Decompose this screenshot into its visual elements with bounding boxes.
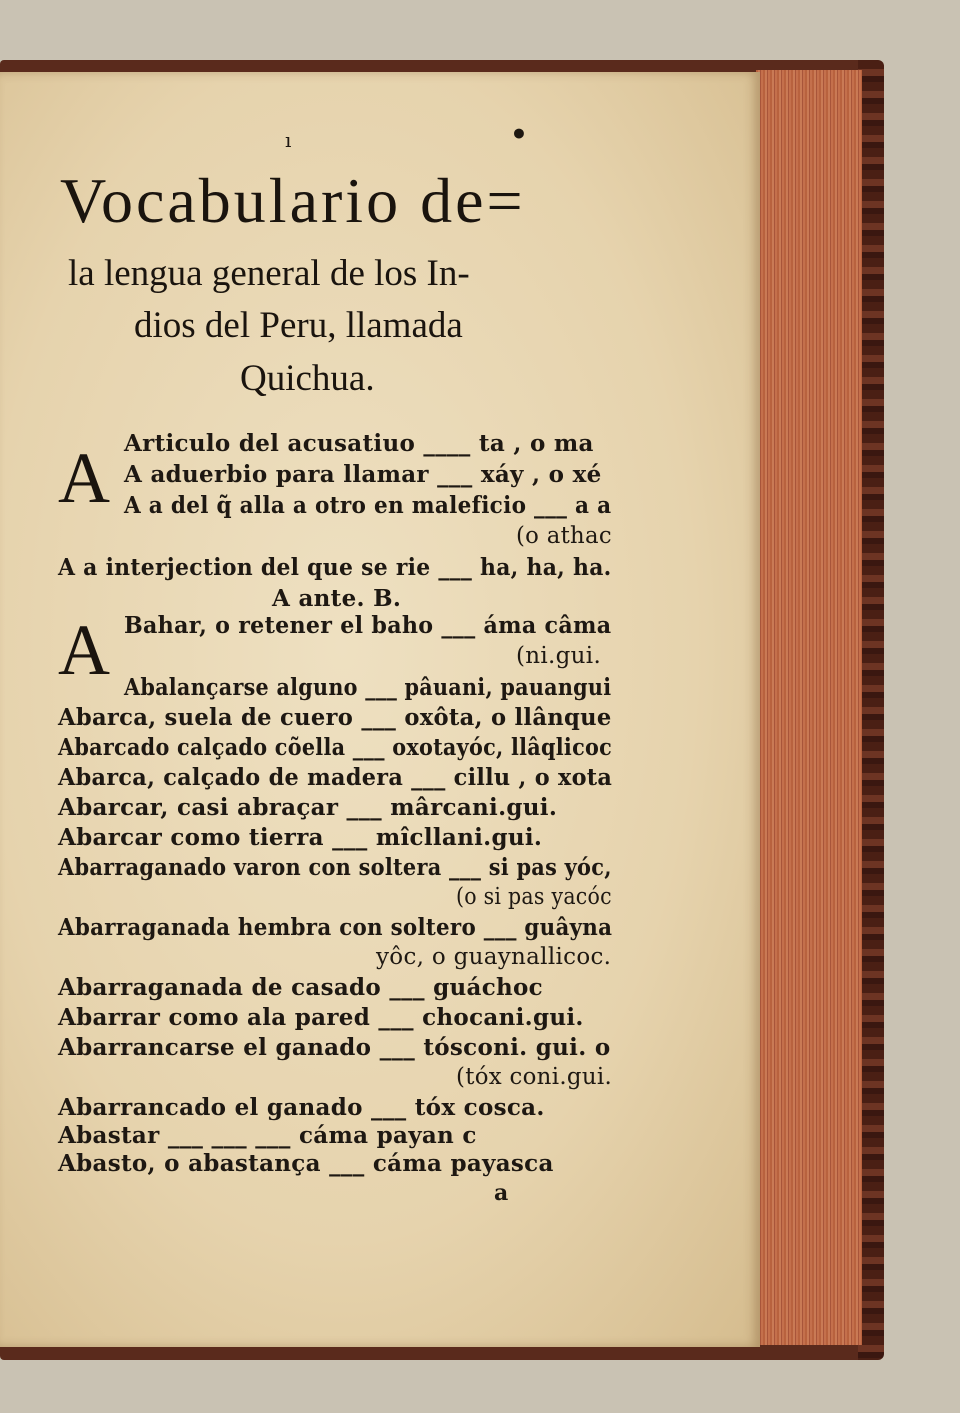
title-line-2: la lengua general de los In-	[68, 253, 470, 294]
entry-line: A aduerbio para llamar ___ xáy , o xé	[124, 461, 602, 488]
drop-cap: A	[58, 438, 110, 518]
entry-heading: A ante. B.	[272, 585, 402, 612]
entry-line: Abarrancado el ganado ___ tóx cosca.	[58, 1094, 545, 1121]
entry-line: Abalançarse alguno ___ pâuani, pauangui	[124, 674, 612, 701]
page-signature-mark: ı	[285, 128, 292, 152]
entry-continuation: (ni.gui.	[516, 643, 602, 669]
entry-line: Abarca, calçado de madera ___ cillu , o xota	[58, 764, 613, 791]
book-page	[0, 72, 760, 1347]
title-line-4: Quichua.	[240, 358, 375, 399]
entry-line: Abarraganada de casado ___ guáchoc	[58, 974, 543, 1001]
entry-continuation: (o si pas yacóc	[456, 884, 612, 910]
entry-line: Abarrar como ala pared ___ chocani.gui.	[58, 1004, 584, 1031]
entry-line: A a del q̃ alla a otro en maleficio ___ a a	[124, 492, 612, 519]
entry-line: Abarrancarse el ganado ___ tósconi. gui. o	[58, 1034, 611, 1061]
entry-line: Abastar ___ ___ ___ cáma payan c	[58, 1122, 477, 1149]
entry-line: Abarcado calçado cõella ___ oxotayóc, llâqlicoc	[58, 734, 612, 761]
entry-continuation: (tóx coni.gui.	[456, 1064, 613, 1090]
entry-line: A a interjection del que se rie ___ ha, ha, ha.	[58, 554, 612, 581]
entry-continuation: yôc, o guaynallicoc.	[376, 944, 612, 970]
title-line-3: dios del Peru, llamada	[134, 305, 463, 346]
entry-line: Abarraganada hembra con soltero ___ guâyna	[58, 914, 613, 941]
drop-cap: A	[58, 610, 110, 690]
page-dot-mark: •	[510, 118, 528, 151]
entry-continuation: (o athac	[516, 523, 612, 549]
page-edges	[756, 70, 862, 1345]
page-signature-bottom: a	[494, 1180, 509, 1206]
entry-line: Abarcar, casi abraçar ___ mârcani.gui.	[58, 794, 558, 821]
title-line-1: Vocabulario de=	[60, 165, 526, 236]
entry-line: Abarca, suela de cuero ___ oxôta, o llânque	[58, 704, 612, 731]
entry-line: Bahar, o retener el baho ___ áma câma	[124, 612, 612, 639]
entry-line: Articulo del acusatiuo ____ ta , o ma	[124, 430, 594, 457]
entry-line: Abarraganado varon con soltera ___ si pas yóc,	[58, 854, 612, 881]
entry-line: Abasto, o abastança ___ cáma payasca	[58, 1150, 554, 1177]
entry-line: Abarcar como tierra ___ mîcllani.gui.	[58, 824, 543, 851]
